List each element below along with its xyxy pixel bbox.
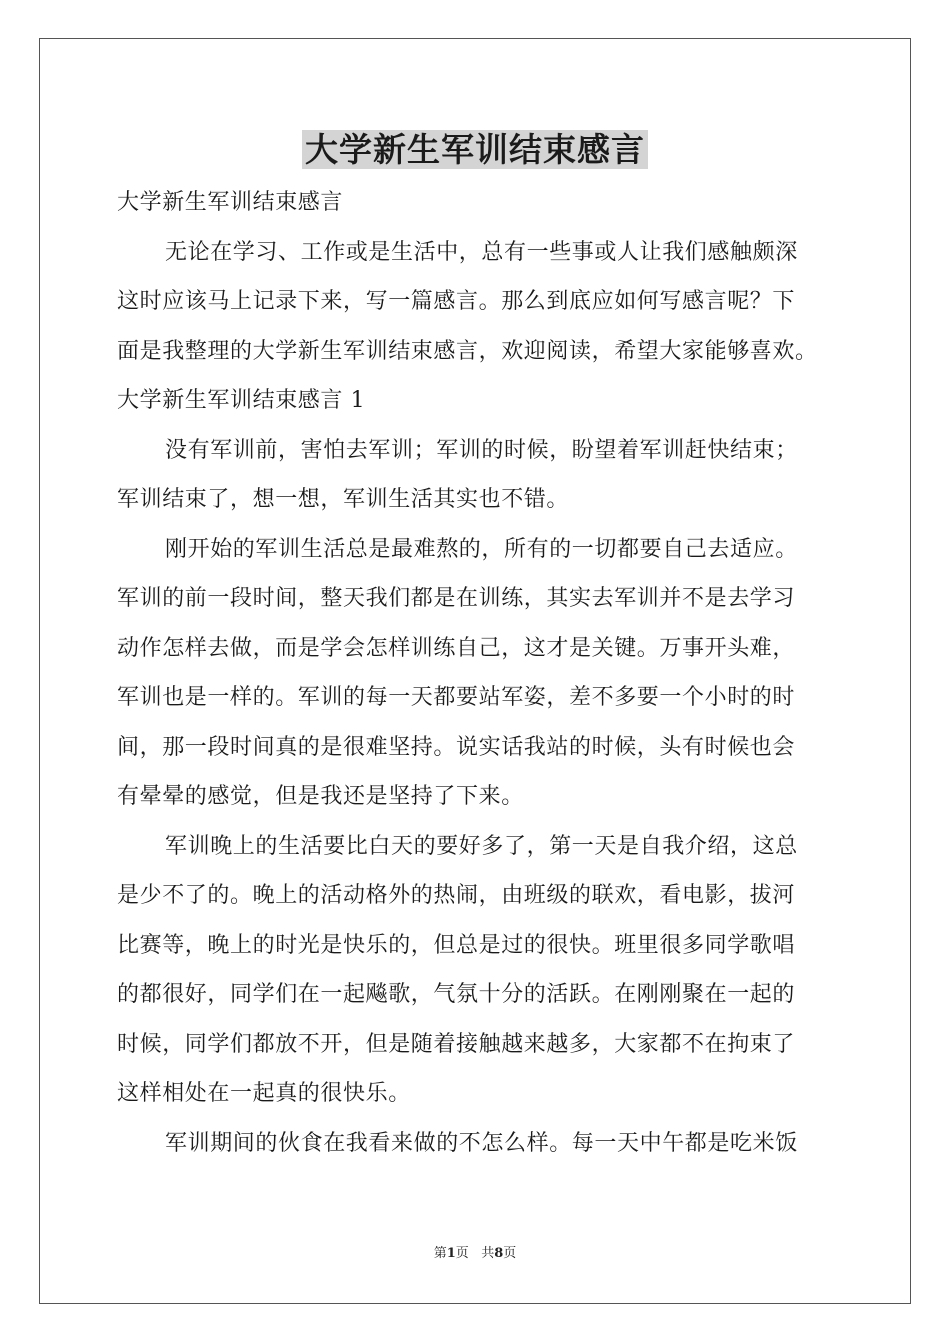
text-line: 军训结束了，想一想，军训生活其实也不错。 bbox=[117, 487, 570, 512]
text-line: 军训的前一段时间，整天我们都是在训练，其实去军训并不是去学习 bbox=[117, 586, 796, 611]
text-line: 间，那一段时间真的是很难坚持。说实话我站的时候，头有时候也会 bbox=[117, 734, 796, 760]
document-title-text: 大学新生军训结束感言 bbox=[302, 130, 648, 169]
document-body bbox=[117, 178, 837, 1168]
page-number: 1 bbox=[446, 1246, 456, 1261]
text-line: 军训晚上的生活要比白天的要好多了，第一天是自我介绍，这总 bbox=[165, 833, 798, 859]
document-title bbox=[0, 128, 950, 172]
text-line: 时候，同学们都放不开，但是随着接触越来越多，大家都不在拘束了 bbox=[117, 1031, 796, 1057]
page-footer bbox=[0, 1245, 950, 1263]
text-line: 大学新生军训结束感言 1 bbox=[117, 388, 366, 413]
text-line: 无论在学习、工作或是生活中，总有一些事或人让我们感触颇深 bbox=[165, 239, 798, 265]
text-line: 军训期间的伙食在我看来做的不怎么样。每一天中午都是吃米饭 bbox=[165, 1130, 798, 1156]
page-label-suffix: 页 bbox=[455, 1246, 469, 1261]
total-pages: 8 bbox=[494, 1246, 504, 1261]
page-label-prefix: 第 bbox=[433, 1246, 447, 1261]
text-line: 这时应该马上记录下来，写一篇感言。那么到底应如何写感言呢？下 bbox=[117, 289, 796, 314]
text-line: 比赛等，晚上的时光是快乐的，但总是过的很快。班里很多同学歌唱 bbox=[117, 932, 796, 958]
text-line: 面是我整理的大学新生军训结束感言，欢迎阅读，希望大家能够喜欢。 bbox=[117, 338, 818, 364]
text-line: 动作怎样去做，而是学会怎样训练自己，这才是关键。万事开头难， bbox=[117, 635, 796, 661]
text-line: 有晕晕的感觉，但是我还是坚持了下来。 bbox=[117, 784, 524, 809]
text-line: 是少不了的。晚上的活动格外的热闹，由班级的联欢，看电影，拔河 bbox=[117, 883, 796, 908]
text-line: 军训也是一样的。军训的每一天都要站军姿，差不多要一个小时的时 bbox=[117, 685, 796, 710]
text-line: 没有军训前，害怕去军训；军训的时候，盼望着军训赶快结束； bbox=[165, 437, 798, 463]
text-line: 这样相处在一起真的很快乐。 bbox=[117, 1081, 411, 1106]
text-line: 的都很好，同学们在一起飚歌，气氛十分的活跃。在刚刚聚在一起的 bbox=[117, 982, 796, 1007]
total-label-prefix: 共 bbox=[481, 1246, 495, 1261]
text-line: 刚开始的军训生活总是最难熬的，所有的一切都要自己去适应。 bbox=[165, 536, 798, 562]
total-label-suffix: 页 bbox=[503, 1246, 517, 1261]
text-line: 大学新生军训结束感言 bbox=[117, 190, 344, 215]
